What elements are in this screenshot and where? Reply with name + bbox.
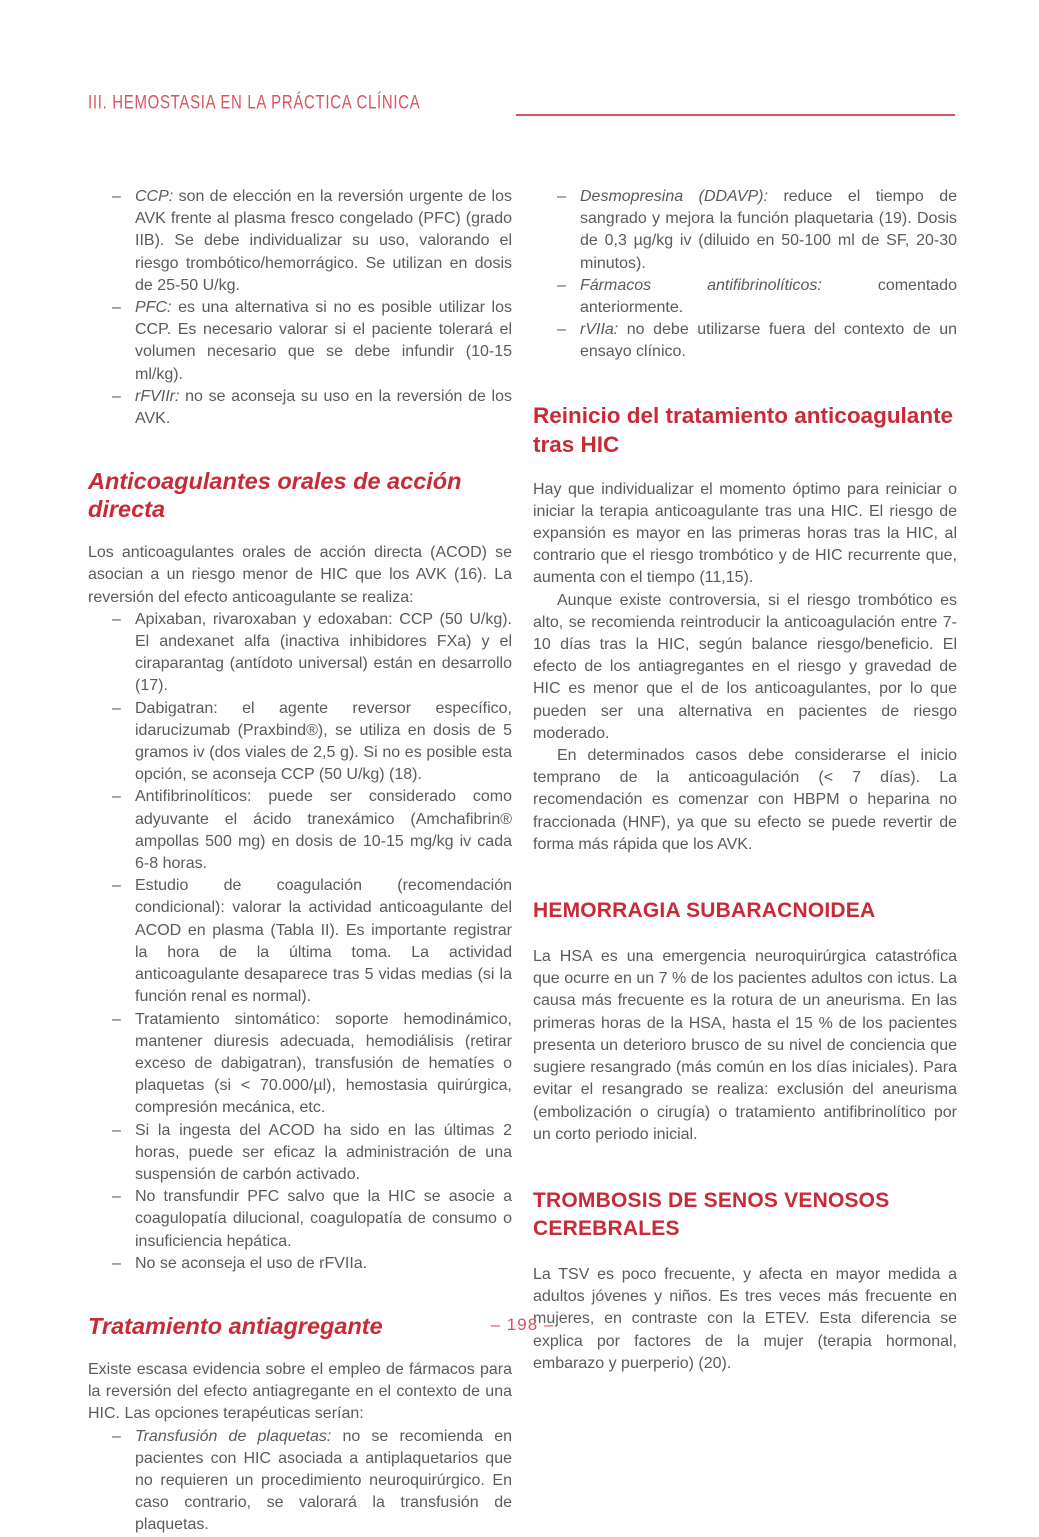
avk-reversal-list [88,186,512,430]
section-title-reinicio: Reinicio del tratamiento anticoagulante tras HIC [533,402,954,457]
reinicio-paragraph-3: En determinados casos debe considerarse el inicio temprano de la anticoagulación (< 7 días). La recomendación es comenzar con HBPM o heparina no fraccionada (HNF), ya que su efecto se puede revertir de forma más rápida que los AVK. [533,747,957,853]
tsv-paragraph: La TSV es poco frecuente, y afecta en mayor medida a adultos jóvenes y niños. Es tres veces más frecuente en mujeres, en contraste con la ETEV. Esta diferencia se explica por factores de la mujer (terapia hormonal, embarazo y puerperio) (20). [533,1265,957,1372]
list-item-text: es una alternativa si no es posible utilizar los CCP. Es necesario valorar si el paciente tolerará el volumen necesario que se debe infundir (10-15 ml/kg). [135,299,512,383]
list-item [88,1120,512,1187]
list-item-text: Antifibrinolíticos: puede ser considerado como adyuvante el ácido tranexámico (Amchafibrin® ampollas 500 mg) en dosis de 10-15 mg/kg iv cada 6-8 horas. [135,788,512,873]
running-header-rule [516,114,955,116]
list-item-text: reduce el tiempo de sangrado y mejora la función plaquetaria (19). Dosis de 0,3 µg/kg iv (diluido en 50-100 ml de SF, 20-30 minutos). [580,188,958,272]
list-item [88,1253,512,1275]
list-item-lead: Desmopresina (DDAVP): [580,188,768,205]
list-item-text: Si la ingesta del ACOD ha sido en las últimas 2 horas, puede ser eficaz la administración de una suspensión de carbón activado. [135,1121,512,1183]
list-item-text: No se aconseja el uso de rFVIIa. [135,1254,368,1272]
antiagregante-list [88,1426,512,1537]
list-item [88,698,512,787]
list-item-text: comentado anteriormente. [580,276,957,317]
list-item [88,1426,512,1537]
list-item [88,786,512,875]
section-title-antiagregante: Tratamiento antiagregante [88,1312,383,1339]
antiplatelet-options-list [533,186,957,364]
list-item [88,1186,512,1253]
list-item [88,875,512,1008]
list-item-text: no se recomienda en pacientes con HIC asociada a antiplaquetarios que no requieren un procedimiento neuroquirúrgico. En caso contrario, se valorará la transfusión de plaquetas. [135,1427,512,1534]
list-item-lead: PFC: [135,299,172,317]
acod-reversal-list [88,609,512,1275]
running-header [88,91,957,118]
list-item-text: Dabigatran: el agente reversor específico, idarucizumab (Praxbind®), se utiliza en dosis de 5 gramos iv (dos viales de 2,5 g). Si no es posible esta opción, se aconseja CCP (50 U/kg) (18). [135,699,512,784]
list-item [533,319,957,363]
list-item-lead: Transfusión de plaquetas: [135,1427,332,1445]
list-item [88,186,512,297]
list-item-text: Apixaban, rivaroxaban y edoxaban: CCP (50 U/kg). El andexanet alfa (inactiva inhibidores FXa) y el ciraparantag (antídoto universal) están en desarrollo (17). [135,610,512,695]
hsa-paragraph: La HSA es una emergencia neuroquirúrgica catastrófica que ocurre en un 7 % de los pacientes adultos con ictus. La causa más frecuente es la rotura de un aneurisma. En las primeras horas de la HSA, hasta el 15 % de los pacientes presenta un deterioro brusco de su nivel de conciencia que sugiere resangrado (más común en los días iniciales). Para evitar el resangrado se realiza: exclusión del aneurisma (embolización o cirugía) o tratamiento antifibrinolítico por un corto periodo inicial. [533,948,957,1143]
list-item [88,386,512,430]
running-header-title: III. HEMOSTASIA EN LA PRÁCTICA CLÍNICA [88,91,421,113]
list-item-text: Estudio de coagulación (recomendación condicional): valorar la actividad anticoagulante del ACOD en plasma (Tabla II). Es importante registrar la hora de la última toma. La actividad anticoagulante desaparece tras 5 vidas medias (si la función renal es normal). [135,877,512,1006]
list-item-text: Tratamiento sintomático: soporte hemodinámico, mantener diuresis adecuada, hemodiálisis (retirar exceso de dabigatran), transfusión de hematíes o plaquetas (si < 70.000/µl), hemostasia quirúrgica, compresión mecánica, etc. [135,1010,512,1117]
page-number: – 198 – [490,1315,555,1334]
list-item-text: No transfundir PFC salvo que la HIC se asocie a coagulopatía dilucional, coagulopatía de consumo o insuficiencia hepática. [135,1188,512,1250]
list-item [88,1009,512,1120]
section-title-tsv: TROMBOSIS DE SENOS VENOSOS CEREBRALES [533,1188,890,1240]
section-title-acod: Anticoagulantes orales de acción directa [88,468,462,523]
list-item-lead: CCP: [135,188,174,205]
reinicio-paragraph-2: Aunque existe controversia, si el riesgo trombótico es alto, se recomienda reintroducir la anticoagulación entre 7-10 días tras la HIC, según balance riesgo/beneficio. El efecto de los antiagregantes en el riesgo y gravedad de HIC es menor que el de los anticoagulantes, por lo que pueden ser una alternativa en pacientes de riesgo moderado. [533,591,957,742]
list-item-text: no se aconseja su uso en la reversión de los AVK. [135,387,512,428]
section-title-hsa: HEMORRAGIA SUBARACNOIDEA [533,899,876,923]
list-item-lead: rVIIa: [580,321,619,339]
list-item-text: son de elección en la reversión urgente de los AVK frente al plasma fresco congelado (PFC) (grado IIB). Se debe individualizar su uso, valorando el riesgo trombótico/hemorrágico. Se utilizan en dosis de 25-50 U/kg. [135,188,512,294]
list-item [88,609,512,698]
reinicio-paragraph-1: Hay que individualizar el momento óptimo para reiniciar o iniciar la terapia anticoagulante tras una HIC. El riesgo de expansión es mayor en las primeras horas tras la HIC, al contrario que el riesgo trombótico y de HIC recurrente que, aumenta con el tiempo (11,15). [533,480,957,587]
list-item [533,186,957,275]
list-item [533,275,957,319]
list-item [88,297,512,386]
list-item-lead: Fármacos antifibrinolíticos: [580,276,822,294]
acod-intro-paragraph: Los anticoagulantes orales de acción directa (ACOD) se asocian a un riesgo menor de HIC que los AVK (16). La reversión del efecto anticoagulante se realiza: [88,544,512,606]
list-item-lead: rFVIIr: [135,387,180,405]
list-item-text: no debe utilizarse fuera del contexto de un ensayo clínico. [580,321,957,361]
antiagregante-intro-paragraph: Existe escasa evidencia sobre el empleo de fármacos para la reversión del efecto antiagregante en el contexto de una HIC. Las opciones terapéuticas serían: [88,1360,512,1423]
